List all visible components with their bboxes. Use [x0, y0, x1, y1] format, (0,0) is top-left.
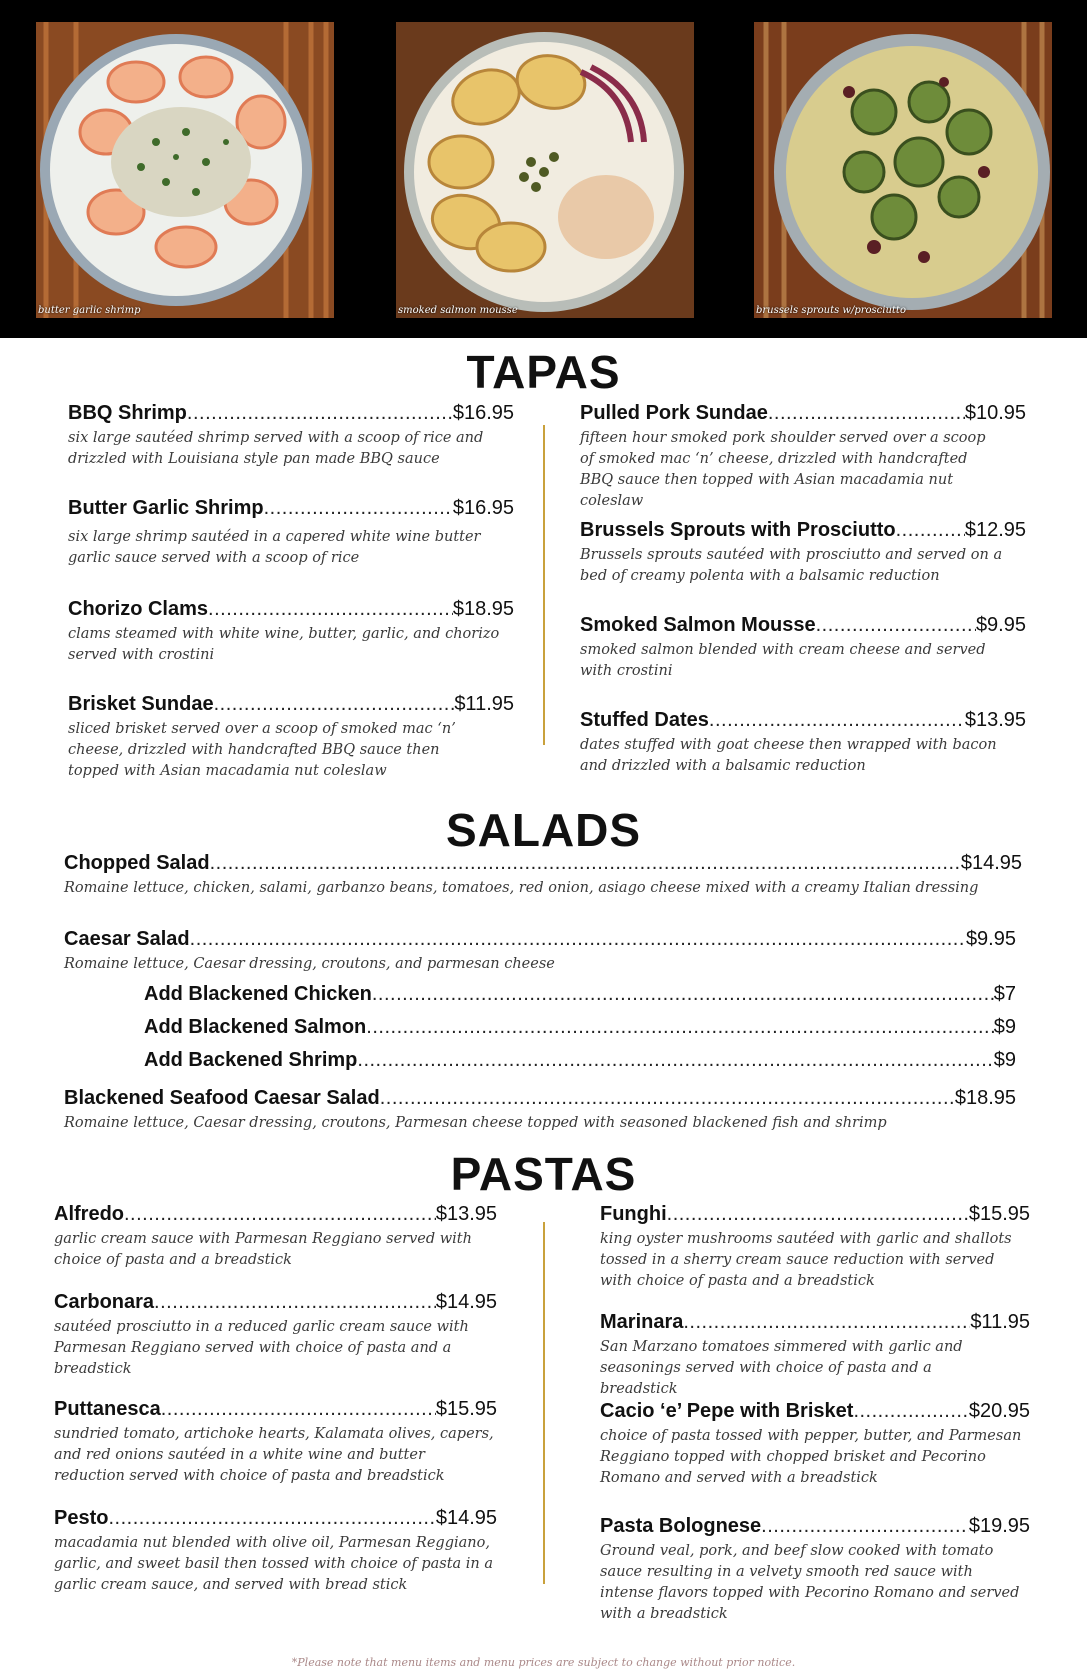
photo-smoked-salmon-mousse — [396, 22, 694, 318]
item-description: fifteen hour smoked pork shoulder served over a scoop of smoked mac ‘n’ cheese, drizzled with handcrafted BBQ sauce then topped with Asian macadamia nut coleslaw — [580, 430, 986, 509]
item-name: Marinara — [600, 1311, 684, 1333]
menu-item-brisket-sundae — [68, 693, 514, 782]
menu-item-stuffed-dates — [580, 709, 1026, 777]
item-name: Chopped Salad — [64, 852, 210, 874]
item-description: sundried tomato, artichoke hearts, Kalamata olives, capers, and red onions sautéed in a white wine and butter reduction served with choice of pasta and breadstick — [54, 1426, 494, 1484]
menu-item-bbq-shrimp — [68, 402, 514, 470]
menu-item-caesar-salad — [64, 928, 1016, 975]
item-description: king oyster mushrooms sautéed with garlic and shallots tossed in a sherry cream sauce reduction with served with choice of pasta and a breadstick — [600, 1231, 1012, 1289]
item-description: Brussels sprouts sautéed with prosciutto and served on a bed of creamy polenta with a balsamic reduction — [580, 547, 1003, 584]
item-price: $12.95 — [964, 519, 1026, 541]
addon-blackened-salmon — [144, 1016, 1016, 1039]
item-description: Romaine lettuce, chicken, salami, garbanzo beans, tomatoes, red onion, asiago cheese mixed with a creamy Italian dressing — [64, 880, 979, 896]
pastas-column-divider — [543, 1222, 545, 1584]
item-price: $18.95 — [954, 1087, 1016, 1109]
item-price: $11.95 — [454, 693, 514, 715]
photo-butter-garlic-shrimp — [36, 22, 334, 318]
item-price: $19.95 — [968, 1515, 1030, 1537]
menu-item-puttanesca — [54, 1398, 497, 1487]
item-description: six large shrimp sautéed in a capered white wine butter garlic sauce served with a scoop of rice — [68, 529, 481, 566]
menu-item-funghi — [600, 1203, 1030, 1292]
item-description: smoked salmon blended with cream cheese and served with crostini — [580, 642, 986, 679]
item-name: Chorizo Clams — [68, 598, 209, 620]
item-description: clams steamed with white wine, butter, garlic, and chorizo served with crostini — [68, 626, 500, 663]
item-name: Caesar Salad — [64, 928, 190, 950]
item-price: $16.95 — [452, 497, 514, 519]
shrimp-dish-image — [36, 22, 334, 318]
photo-caption: brussels sprouts w/prosciutto — [756, 305, 906, 316]
item-description: macadamia nut blended with olive oil, Parmesan Reggiano, garlic, and sweet basil then tossed with choice of pasta in a garlic cream sauce, and served with bread stick — [54, 1535, 494, 1593]
item-description: sautéed prosciutto in a reduced garlic cream sauce with Parmesan Reggiano served with choice of pasta and a breadstick — [54, 1319, 469, 1377]
item-price: $13.95 — [435, 1203, 497, 1225]
addon-blackened-shrimp — [144, 1049, 1016, 1072]
menu-item-pesto — [54, 1507, 497, 1596]
brussels-sprouts-dish-image — [754, 22, 1052, 318]
addon-name: Add Blackened Salmon — [144, 1016, 367, 1038]
menu-item-carbonara — [54, 1291, 497, 1380]
item-price: $10.95 — [964, 402, 1026, 424]
item-description: San Marzano tomatoes simmered with garlic and seasonings served with choice of pasta and a breadstick — [600, 1339, 963, 1397]
item-name: Funghi — [600, 1203, 667, 1225]
item-name: Puttanesca — [54, 1398, 161, 1420]
menu-item-marinara — [600, 1311, 1030, 1400]
item-description: Romaine lettuce, Caesar dressing, croutons, Parmesan cheese topped with seasoned blackened fish and shrimp — [64, 1115, 887, 1131]
item-price: $14.95 — [435, 1291, 497, 1313]
item-name: BBQ Shrimp — [68, 402, 187, 424]
pastas-heading: PASTAS — [450, 1148, 637, 1200]
item-name: Cacio ‘e’ Pepe with Brisket — [600, 1400, 854, 1422]
tapas-heading: TAPAS — [466, 346, 621, 398]
menu-item-pulled-pork-sundae — [580, 402, 1026, 512]
menu-item-brussels-sprouts — [580, 519, 1026, 587]
photo-caption: smoked salmon mousse — [398, 305, 518, 316]
addon-name: Add Backened Shrimp — [144, 1049, 358, 1071]
menu-item-smoked-salmon-mousse — [580, 614, 1026, 682]
item-price: $11.95 — [970, 1311, 1030, 1333]
item-name: Brisket Sundae — [68, 693, 214, 715]
menu-item-alfredo — [54, 1203, 497, 1271]
item-price: $20.95 — [968, 1400, 1030, 1422]
menu-item-chorizo-clams — [68, 598, 514, 666]
menu-item-chopped-salad — [64, 852, 1022, 899]
salmon-mousse-dish-image — [396, 22, 694, 318]
item-description: Ground veal, pork, and beef slow cooked with tomato sauce resulting in a velvety smooth red sauce with intense flavors topped with Pecorino Romano and served with a breadstick — [600, 1543, 1020, 1622]
item-description: sliced brisket served over a scoop of smoked mac ‘n’ cheese, drizzled with handcrafted BBQ sauce then topped with Asian macadamia nut coleslaw — [68, 721, 456, 779]
menu-item-pasta-bolognese — [600, 1515, 1030, 1625]
addon-price: $9 — [993, 1016, 1016, 1038]
item-name: Stuffed Dates — [580, 709, 709, 731]
item-price: $15.95 — [435, 1398, 497, 1420]
item-name: Blackened Seafood Caesar Salad — [64, 1087, 380, 1109]
addon-price: $9 — [993, 1049, 1016, 1071]
item-description: Romaine lettuce, Caesar dressing, croutons, and parmesan cheese — [64, 956, 555, 972]
addon-name: Add Blackened Chicken — [144, 983, 372, 1005]
item-name: Pasta Bolognese — [600, 1515, 762, 1537]
price-disclaimer: *Please note that menu items and menu prices are subject to change without prior notice. — [291, 1656, 796, 1669]
item-price: $14.95 — [960, 852, 1022, 874]
item-description: choice of pasta tossed with pepper, butter, and Parmesan Reggiano topped with chopped brisket and Pecorino Romano and served with a breadstick — [600, 1428, 1022, 1486]
salads-heading: SALADS — [445, 804, 642, 856]
item-description: six large sautéed shrimp served with a scoop of rice and drizzled with Louisiana style pan made BBQ sauce — [68, 430, 484, 467]
item-name: Smoked Salmon Mousse — [580, 614, 816, 636]
menu-item-butter-garlic-shrimp — [68, 497, 514, 569]
item-price: $15.95 — [968, 1203, 1030, 1225]
item-name: Pesto — [54, 1507, 109, 1529]
photo-caption: butter garlic shrimp — [38, 305, 141, 316]
menu-item-cacio-e-pepe — [600, 1400, 1030, 1489]
photo-brussels-sprouts — [754, 22, 1052, 318]
photo-banner — [0, 0, 1087, 338]
item-price: $13.95 — [964, 709, 1026, 731]
item-price: $16.95 — [452, 402, 514, 424]
item-name: Pulled Pork Sundae — [580, 402, 768, 424]
item-description: garlic cream sauce with Parmesan Reggiano served with choice of pasta and a breadstick — [54, 1231, 472, 1268]
tapas-column-divider — [543, 425, 545, 745]
item-name: Carbonara — [54, 1291, 155, 1313]
addon-price: $7 — [993, 983, 1016, 1005]
item-name: Alfredo — [54, 1203, 124, 1225]
item-name: Brussels Sprouts with Prosciutto — [580, 519, 896, 541]
item-price: $18.95 — [452, 598, 514, 620]
item-price: $9.95 — [965, 928, 1016, 950]
item-price: $9.95 — [975, 614, 1026, 636]
menu-item-blackened-seafood-caesar — [64, 1087, 1016, 1134]
item-description: dates stuffed with goat cheese then wrapped with bacon and drizzled with a balsamic reduction — [580, 737, 997, 774]
addon-blackened-chicken — [144, 983, 1016, 1006]
item-name: Butter Garlic Shrimp — [68, 497, 264, 519]
item-price: $14.95 — [435, 1507, 497, 1529]
